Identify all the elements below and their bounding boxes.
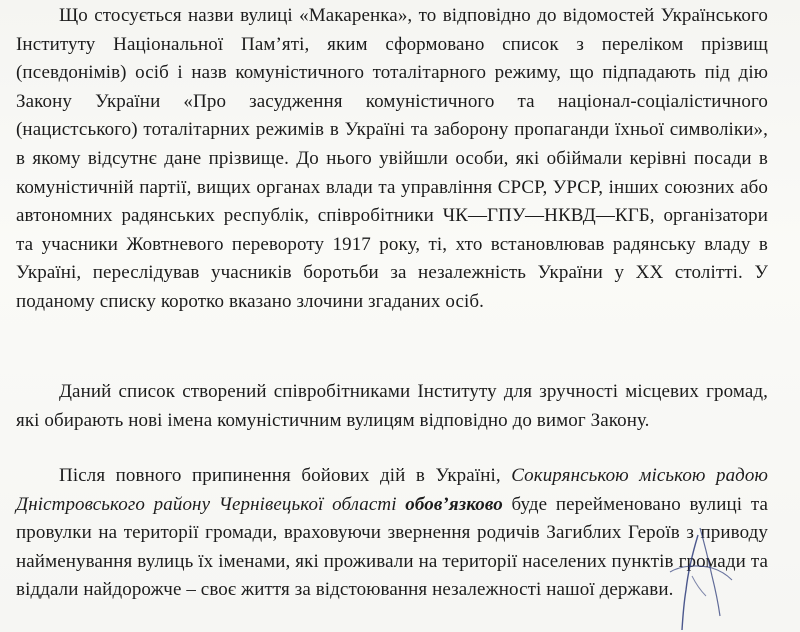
paragraph-3-rest: буде перейменовано вулиці та провулки на території громади, враховуючи звернення родичів Загиблих Героїв з приводу найменування вулиць їх іменами, які проживали на території населених пунктів громади та віддали найдорожче – своє життя за відстоювання незалежності нашої держави. — [16, 493, 768, 601]
council-name: Сокирянською міською радою Дністровського району Чернівецької області — [16, 465, 768, 515]
paragraph-1-text: Що стосується назви вулиці «Макаренка», то відповідно до відомостей Українського Інституту Національної Пам’яті, яким сформовано список з переліком прізвищ (псевдонімів) осіб і назв комуністичного тоталітарного режиму, що підпадають під дію Закону України «Про засудження комуністичного та націонал-соціалістичного (нацистського) тоталітарних режимів в Україні та заборону пропаганди їхньої символіки», в якому відсутнє дане прізвище. До нього увійшли особи, які обіймали керівні посади в комуністичній партії, вищих органах влади та управління СРСР, УРСР, інших союзних або автономних радянських республік, співробітники ЧК—ГПУ—НКВД—КГБ, організатори та учасники Жовтневого перевороту 1917 року, ті, хто встановлював радянську владу в Україні, переслідував учасників боротьби за незалежність України у XX столітті. У поданому списку коротко вказано злочини згаданих осіб. — [16, 5, 768, 312]
document-paragraph-3 — [16, 462, 768, 605]
paragraph-3-text — [16, 462, 768, 605]
paragraph-3-space — [397, 494, 406, 515]
document-paragraph-1 — [16, 2, 768, 317]
emphasis-mandatory: обов’язково — [405, 493, 503, 515]
paragraph-3-lead: Після повного припинення бойових дій в Україні, — [59, 465, 512, 486]
document-paragraph-2 — [16, 378, 768, 435]
paragraph-2-text: Даний список створений співробітниками Інституту для зручності місцевих громад, які обирають нові імена комуністичним вулицям відповідно до вимог Закону. — [16, 381, 768, 431]
